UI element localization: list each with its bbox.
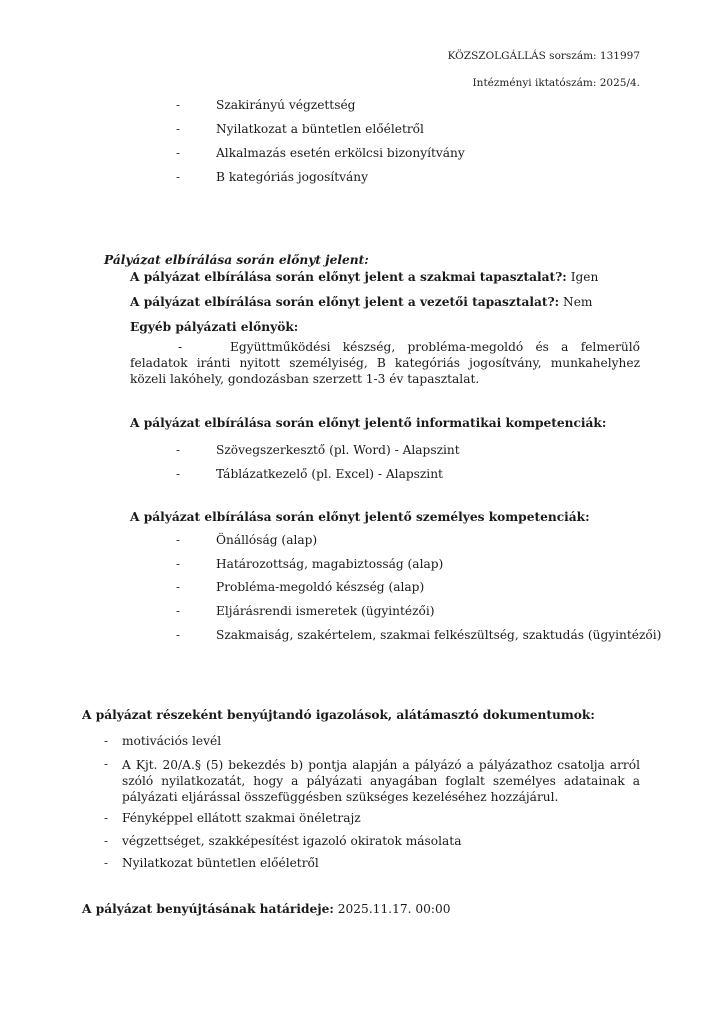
list-bullet: - [177,340,183,354]
list-item: Probléma-megoldó készség (alap) [216,580,425,594]
list-item: Táblázatkezelő (pl. Excel) - Alapszint [216,467,443,481]
list-bullet: - [176,122,181,136]
list-item: Fényképpel ellátott szakmai önéletrajz [122,811,361,825]
list-item: A Kjt. 20/A.§ (5) bekezdés b) pontja alapján a pályázó a pályázathoz csatolja arról szóló nyilatkozatát, hogy a pályázati anyagában foglalt személyes adatainak a pályázati eljárással összefüggésben szükséges kezeléséhez hozzájárul. [122,758,640,804]
list-item: B kategóriás jogosítvány [216,170,369,184]
other-advantages-paragraph [130,339,640,387]
list-bullet: - [104,757,109,771]
list-bullet: - [176,580,181,594]
list-bullet: - [176,98,181,112]
documents-heading: A pályázat részeként benyújtandó igazolások, alátámasztó dokumentumok: [82,708,595,722]
other-advantages-heading: Egyéb pályázati előnyök: [130,320,299,334]
deadline-row [82,902,450,917]
list-bullet: - [176,443,181,457]
management-experience-row [130,295,592,310]
list-bullet: - [104,811,109,825]
list-item: Szövegszerkesztő (pl. Word) - Alapszint [216,443,460,457]
personal-competencies-heading: A pályázat elbírálása során előnyt jelentő személyes kompetenciák: [130,510,590,524]
management-experience-value: Nem [563,295,593,309]
list-bullet: - [176,628,181,642]
list-bullet: - [176,533,181,547]
list-item: Önállóság (alap) [216,533,318,547]
list-item: Szakirányú végzettség [216,98,356,112]
list-bullet: - [176,170,181,184]
list-item: Nyilatkozat a büntetlen előéletről [216,122,424,136]
professional-experience-value: Igen [570,270,599,284]
list-item: Határozottság, magabiztosság (alap) [216,557,444,571]
serial-number: KÖZSZOLGÁLLÁS sorszám: 131997 [447,50,640,62]
other-advantages-text: Együttműködési készség, probléma-megoldó és a felmerülő feladatok iránti nyitott személyiség, B kategóriás jogosítvány, munkahelyhez közeli lakóhely, gondozásban szerzett 1-3 év tapasztalat. [130,340,640,386]
advantages-heading: Pályázat elbírálása során előnyt jelent: [104,253,369,267]
professional-experience-row [130,270,598,285]
list-bullet: - [176,146,181,160]
registry-number: Intézményi iktatószám: 2025/4. [472,77,640,89]
list-bullet: - [104,856,109,870]
it-competencies-heading: A pályázat elbírálása során előnyt jelentő informatikai kompetenciák: [130,416,607,430]
list-item: Eljárásrendi ismeretek (ügyintézői) [216,604,435,618]
list-item: végzettséget, szakképesítést igazoló okiratok másolata [122,834,462,848]
list-bullet: - [104,734,109,748]
list-item: motivációs levél [122,734,222,748]
list-bullet: - [176,467,181,481]
deadline-label: A pályázat benyújtásának határideje: [82,902,334,916]
deadline-value: 2025.11.17. 00:00 [337,902,451,916]
list-item: Nyilatkozat büntetlen előéletről [122,856,319,870]
management-experience-label: A pályázat elbírálása során előnyt jelent a vezetői tapasztalat?: [130,295,560,309]
list-bullet: - [176,557,181,571]
professional-experience-label: A pályázat elbírálása során előnyt jelent a szakmai tapasztalat?: [130,270,567,284]
list-item: Alkalmazás esetén erkölcsi bizonyítvány [216,146,465,160]
list-bullet: - [104,834,109,848]
list-bullet: - [176,604,181,618]
list-item: Szakmaiság, szakértelem, szakmai felkészültség, szaktudás (ügyintézői) [216,628,662,642]
